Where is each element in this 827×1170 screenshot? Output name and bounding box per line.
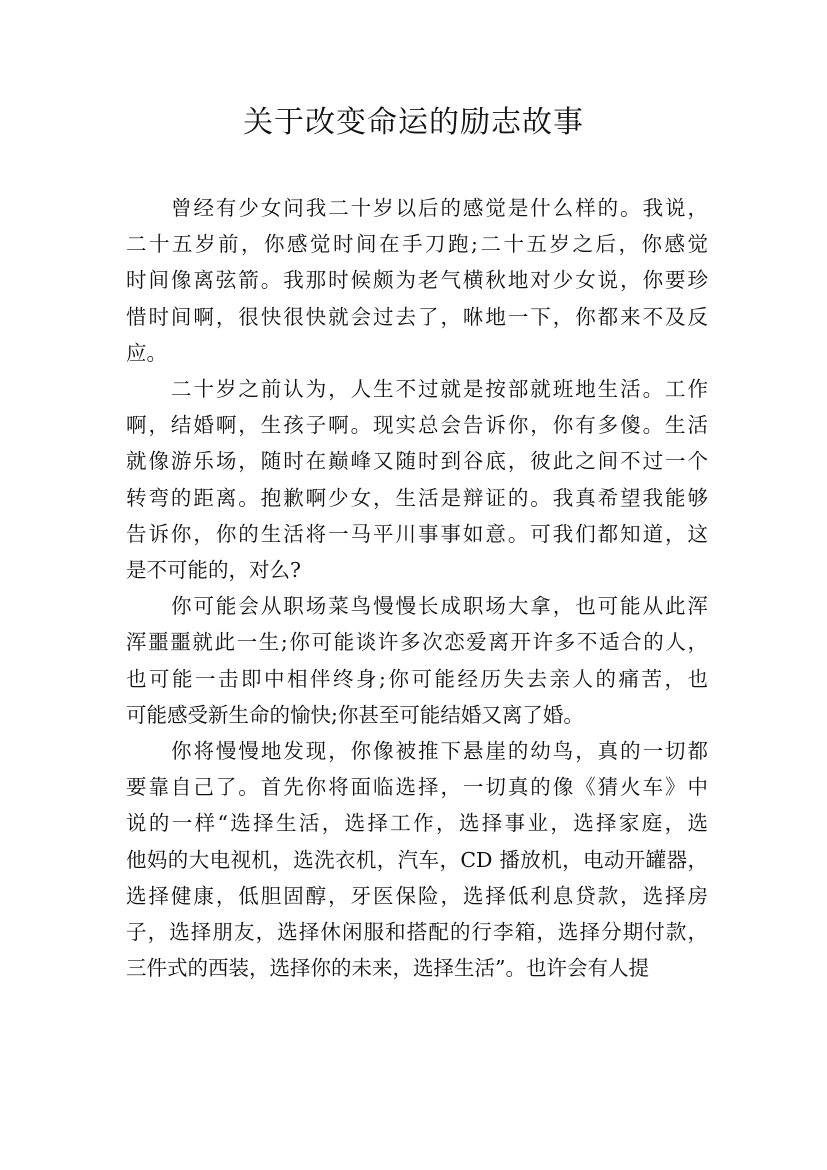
paragraph (126, 588, 708, 733)
text-line: 可能感受新生命的愉快;你甚至可能结婚又离了婚。 (126, 702, 584, 727)
text-line: 子，选择朋友，选择休闲服和搭配的行李箱，选择分期付款， (126, 920, 708, 945)
text-line: 他妈的大电视机，选洗衣机，汽车，CD 播放机，电动开罐器， (126, 847, 708, 872)
text-line: 惜时间啊，很快很快就会过去了，咻地一下，你都来不及反 (126, 304, 708, 329)
text-line: 是不可能的，对么? (126, 558, 301, 583)
text-line: 选择健康，低胆固醇，牙医保险，选择低利息贷款，选择房 (126, 883, 708, 908)
text-line: 你将慢慢地发现，你像被推下悬崖的幼鸟，真的一切都 (171, 739, 708, 764)
document-title: 关于改变命运的励志故事 (243, 105, 584, 140)
text-line: 浑噩噩就此一生;你可能谈许多次恋爱离开许多不适合的人， (126, 630, 708, 655)
text-line: 时间像离弦箭。我那时候颇为老气横秋地对少女说，你要珍 (126, 268, 708, 293)
text-line: 就像游乐场，随时在巅峰又随时到谷底，彼此之间不过一个 (126, 449, 708, 474)
document-body (126, 190, 708, 986)
text-line: 说的一样“选择生活，选择工作，选择事业，选择家庭，选 (126, 811, 708, 836)
text-line: 转弯的距离。抱歉啊少女，生活是辩证的。我真希望我能够 (126, 485, 708, 510)
text-line: 告诉你，你的生活将一马平川事事如意。可我们都知道，这 (126, 521, 708, 546)
text-line: 你可能会从职场菜鸟慢慢长成职场大拿，也可能从此浑 (171, 594, 708, 619)
text-line: 二十五岁前，你感觉时间在手刀跑;二十五岁之后，你感觉 (126, 232, 708, 257)
text-line: 也可能一击即中相伴终身;你可能经历失去亲人的痛苦，也 (126, 666, 708, 691)
text-line: 二十岁之前认为，人生不过就是按部就班地生活。工作 (171, 377, 708, 402)
text-line: 三件式的西装，选择你的未来，选择生活”。也许会有人提 (126, 956, 649, 981)
text-line: 要靠自己了。首先你将面临选择，一切真的像《猜火车》中 (126, 775, 708, 800)
text-line: 应。 (126, 340, 167, 365)
paragraph (126, 190, 708, 371)
text-line: 曾经有少女问我二十岁以后的感觉是什么样的。我说， (171, 196, 708, 220)
text-line: 啊，结婚啊，生孩子啊。现实总会告诉你，你有多傻。生活 (126, 413, 708, 438)
paragraph (126, 733, 708, 986)
paragraph (126, 371, 708, 588)
